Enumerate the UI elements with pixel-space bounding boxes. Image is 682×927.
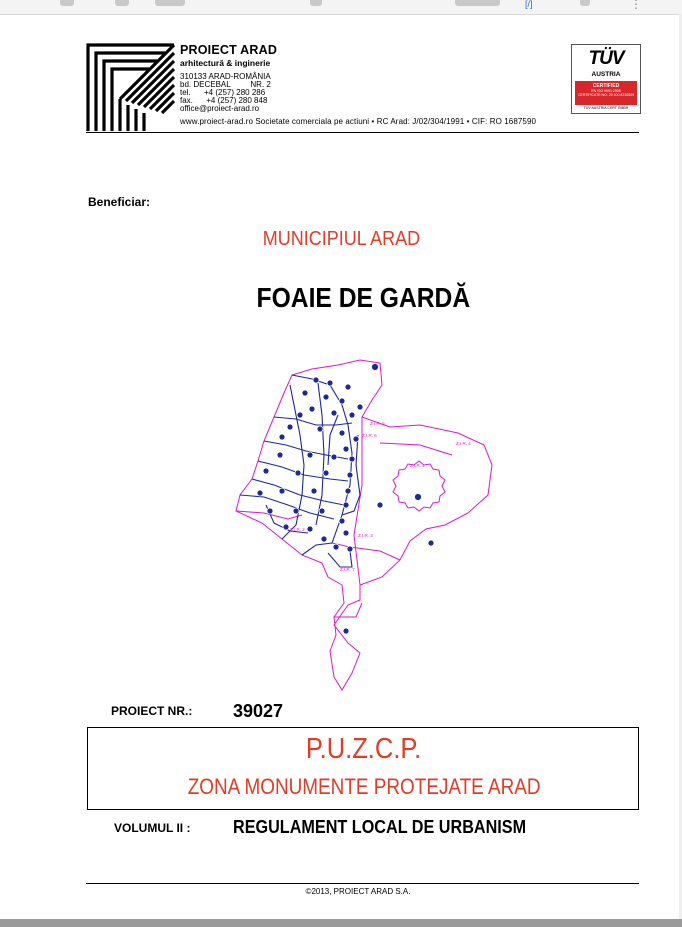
document-title [0, 282, 682, 314]
map-marker [317, 426, 323, 432]
map-marker [283, 524, 289, 530]
map-marker [345, 488, 351, 494]
address-line: fax. +4 (257) 280 848 [180, 96, 268, 105]
footer-divider [86, 883, 639, 884]
client-name-text: MUNICIPIUL ARAD [262, 228, 420, 250]
map-zone-outline [236, 360, 492, 690]
map-marker [333, 544, 339, 550]
map-marker [343, 446, 349, 452]
plan-code-text: P.U.Z.C.P. [306, 733, 422, 765]
map-marker [307, 452, 313, 458]
proiect-arad-logo [86, 43, 176, 133]
plan-name-text: ZONA MONUMENTE PROTEJATE ARAD [187, 774, 541, 799]
address-line: office@proiect-arad.ro [180, 104, 260, 113]
map-marker [377, 502, 383, 508]
map-marker [349, 456, 355, 462]
map-district [328, 551, 352, 567]
map-marker [257, 490, 263, 496]
map-marker [327, 380, 333, 386]
map-marker [307, 526, 313, 532]
map-marker [287, 424, 293, 430]
map-district [282, 385, 304, 539]
zone-label: Z.I.R. 2 [290, 527, 305, 532]
tuv-bottom-text: TÜV AUSTRIA CERT GMBH [583, 106, 629, 110]
project-number: 39027 [233, 701, 284, 721]
zoom-input[interactable] [455, 0, 500, 6]
map-marker [343, 502, 349, 508]
company-subtitle: arhitectură & inginerie [180, 58, 271, 68]
map-marker [357, 404, 363, 410]
viewer-toolbar [0, 0, 682, 15]
toolbar-button[interactable] [115, 0, 129, 6]
badge-title: CERTIFIED [592, 83, 620, 89]
map-marker [343, 628, 349, 634]
map-marker [311, 488, 317, 494]
map-marker [349, 412, 355, 418]
zone-label: Z.I.R. 7 [340, 567, 355, 572]
copyright: ©2013, PROIECT ARAD S.A. [305, 887, 411, 896]
map-marker [347, 472, 353, 478]
viewer-bottom-bar [0, 919, 682, 927]
plan-name [88, 774, 640, 800]
tuv-country: AUSTRIA [591, 71, 621, 78]
tuv-certification-logo [571, 44, 641, 114]
map-marker [319, 508, 325, 514]
map-marker [345, 384, 351, 390]
volume-title-text: REGULAMENT LOCAL DE URBANISM [233, 817, 527, 837]
volume-title [233, 817, 559, 838]
map-marker [415, 494, 422, 501]
map-marker [372, 364, 379, 371]
address-line: tel. +4 (257) 280 286 [180, 88, 266, 97]
map-marker [331, 410, 337, 416]
map-marker [309, 406, 315, 412]
map-marker [297, 412, 303, 418]
map-marker [267, 508, 273, 514]
map-zone-border [332, 543, 400, 560]
map-district [252, 479, 344, 505]
map-marker [331, 454, 337, 460]
company-footer: www.proiect-arad.ro Societate comerciala pe actiuni • RC Arad: J/02/304/1991 • CIF: RO 1687590 [180, 117, 537, 126]
map-marker [277, 452, 283, 458]
map-marker [313, 377, 319, 383]
map-marker [428, 540, 434, 546]
project-number-label: PROIECT NR.: [111, 704, 193, 718]
toolbar-button[interactable] [580, 0, 590, 6]
zone-map [230, 355, 495, 695]
volume-label: VOLUMUL II : [114, 821, 191, 835]
map-district [274, 417, 352, 425]
document-title-text: FOAIE DE GARDĂ [256, 282, 470, 313]
map-marker [263, 468, 269, 474]
certified-badge [575, 81, 637, 105]
map-marker [339, 398, 345, 404]
zone-label: Z.I.R. 1 [410, 463, 425, 468]
map-marker [302, 390, 308, 396]
zoom-icon[interactable] [310, 0, 322, 6]
client-name [0, 228, 682, 251]
beneficiar-label: Beneficiar: [88, 195, 151, 209]
map-marker [295, 470, 301, 476]
plan-code [88, 733, 640, 766]
map-marker [323, 470, 329, 476]
map-marker [347, 546, 353, 552]
map-marker [353, 436, 359, 442]
map-zone-border [380, 443, 452, 455]
map-marker [293, 508, 299, 514]
map-marker [343, 530, 349, 536]
plan-title-box [87, 727, 639, 810]
toolbar-button[interactable] [60, 0, 74, 6]
address-line: bd. DECEBAL NR. 2 [180, 80, 271, 89]
tuv-logo-text: TÜV [588, 48, 624, 69]
map-marker [339, 518, 345, 524]
badge-line: EN ISO 9001:2008 [591, 89, 621, 93]
zone-label: Z.I.R. 5 [370, 421, 385, 426]
fit-page-icon[interactable]: [/] [525, 0, 533, 9]
page-number-input[interactable] [155, 0, 185, 6]
map-marker [279, 434, 285, 440]
map-marker [279, 488, 285, 494]
address-line: 310133 ARAD-ROMÂNIA [180, 72, 271, 81]
map-marker [321, 536, 327, 542]
badge-line: CERTIFICATE NO. 20 100 8330009 [577, 93, 635, 97]
map-marker [323, 394, 329, 400]
company-name: PROIECT ARAD [180, 43, 278, 57]
map-zone-star [393, 461, 445, 511]
zone-label: Z.I.R. 6 [362, 433, 377, 438]
header-divider [86, 132, 639, 133]
map-marker [339, 430, 345, 436]
zone-label: Z.I.R. 4 [456, 441, 471, 446]
zone-label: Z.I.R. 3 [358, 533, 373, 538]
more-icon[interactable]: ⋮ [630, 0, 644, 11]
